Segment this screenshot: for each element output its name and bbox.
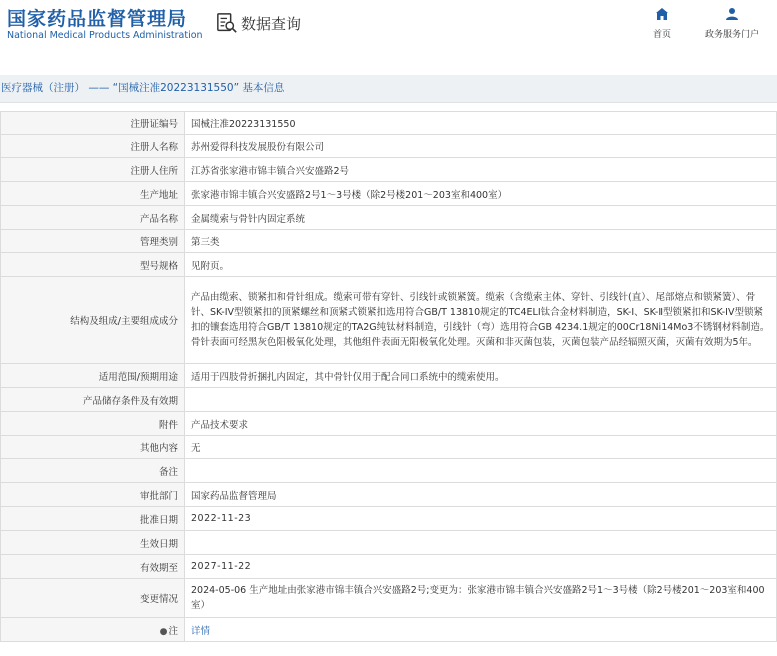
table-row	[1, 277, 777, 364]
table-row	[1, 206, 777, 230]
table-row	[1, 531, 777, 555]
table-row	[1, 555, 777, 579]
row-value	[185, 459, 777, 483]
home-icon	[655, 7, 669, 21]
row-value: 产品由缆索、锁紧扣和骨针组成。缆索可带有穿针、引线针或锁紧簧。缆索（含缆索主体、穿针、引线针(直）、尾部熔点和锁紧簧）、骨针、SK-IV型锁紧扣的顶紧螺丝和顶紧式锁紧扣选用符合GB/T 13810规定的TC4ELI钛合金材料制造，SK-Ⅰ、SK-Ⅱ型锁紧扣和SK-IV型锁紧扣的镶套选用符合GB/T 13810规定的TA2G纯钛材料制造，引线针（弯）选用符合GB 4234.1规定的00Cr18Ni14Mo3不锈钢材料制造。骨针表面可经黑灰色阳极氧化处理，其他组件表面无阳极氧化处理。灭菌和非灭菌包装，灭菌包装产品经辐照灭菌，灭菌有效期为5年。	[185, 277, 777, 364]
table-row	[1, 618, 777, 642]
table-row	[1, 436, 777, 459]
breadcrumb-text: 医疗器械（注册） —— “国械注准20223131550” 基本信息	[1, 82, 285, 94]
table-row	[1, 507, 777, 531]
row-label: 生效日期	[1, 531, 185, 555]
table-row	[1, 135, 777, 158]
row-value	[185, 388, 777, 412]
row-value: 国械注准20223131550	[185, 112, 777, 135]
row-label: 变更情况	[1, 579, 185, 618]
data-query-title[interactable]	[216, 11, 301, 35]
row-value: 适用于四肢骨折捆扎内固定，其中骨针仅用于配合同口系统中的缆索使用。	[185, 364, 777, 388]
details-link[interactable]: 详情	[191, 625, 211, 637]
row-label: 其他内容	[1, 436, 185, 459]
user-icon	[725, 7, 739, 21]
row-label: 生产地址	[1, 182, 185, 206]
table-row	[1, 112, 777, 135]
table-row	[1, 230, 777, 253]
breadcrumb	[0, 75, 777, 103]
location-pin-icon: ●	[159, 626, 168, 637]
row-value: 苏州爱得科技发展股份有限公司	[185, 135, 777, 158]
table-row	[1, 158, 777, 182]
row-value: 第三类	[185, 230, 777, 253]
row-label: 型号规格	[1, 253, 185, 277]
row-label: 适用范围/预期用途	[1, 364, 185, 388]
nav-home[interactable]	[651, 7, 673, 40]
row-label: 管理类别	[1, 230, 185, 253]
table-row	[1, 388, 777, 412]
search-list-icon	[216, 12, 238, 34]
note-label: 注	[168, 625, 178, 637]
row-value: 2027-11-22	[185, 555, 777, 579]
table-row	[1, 459, 777, 483]
site-header	[0, 0, 777, 52]
row-label: 备注	[1, 459, 185, 483]
logo-title[interactable]: 国家药品监督管理局	[7, 8, 188, 30]
row-value: 2022-11-23	[185, 507, 777, 531]
table-row	[1, 412, 777, 436]
row-value: 2024-05-06 生产地址由张家港市锦丰镇合兴安盛路2号;变更为：张家港市锦丰镇合兴安盛路2号1～3号楼（除2号楼201～203室和400室）	[185, 579, 777, 618]
table-row	[1, 483, 777, 507]
row-label: 产品储存条件及有效期	[1, 388, 185, 412]
search-title-text: 数据查询	[241, 14, 302, 33]
row-label: 批准日期	[1, 507, 185, 531]
nav-gov-label: 政务服务门户	[704, 30, 759, 40]
detail-table	[0, 111, 777, 642]
row-value	[185, 531, 777, 555]
row-value: 金属缆索与骨针内固定系统	[185, 206, 777, 230]
row-label: 注册证编号	[1, 112, 185, 135]
row-value	[185, 618, 777, 642]
row-label: 注册人名称	[1, 135, 185, 158]
row-label: 有效期至	[1, 555, 185, 579]
table-row	[1, 253, 777, 277]
row-label: 结构及组成/主要组成成分	[1, 277, 185, 364]
table-row	[1, 182, 777, 206]
row-label-note	[1, 618, 185, 642]
row-value: 产品技术要求	[185, 412, 777, 436]
logo-subtitle: National Medical Products Administration	[7, 30, 203, 41]
row-label: 注册人住所	[1, 158, 185, 182]
row-label: 审批部门	[1, 483, 185, 507]
table-row	[1, 579, 777, 618]
row-value: 国家药品监督管理局	[185, 483, 777, 507]
row-value: 江苏省张家港市锦丰镇合兴安盛路2号	[185, 158, 777, 182]
table-row	[1, 364, 777, 388]
nav-gov-service[interactable]	[701, 7, 763, 40]
row-value: 无	[185, 436, 777, 459]
nav-home-label: 首页	[652, 30, 671, 40]
row-label: 附件	[1, 412, 185, 436]
row-value: 见附页。	[185, 253, 777, 277]
row-value: 张家港市锦丰镇合兴安盛路2号1～3号楼（除2号楼201～203室和400室）	[185, 182, 777, 206]
row-label: 产品名称	[1, 206, 185, 230]
